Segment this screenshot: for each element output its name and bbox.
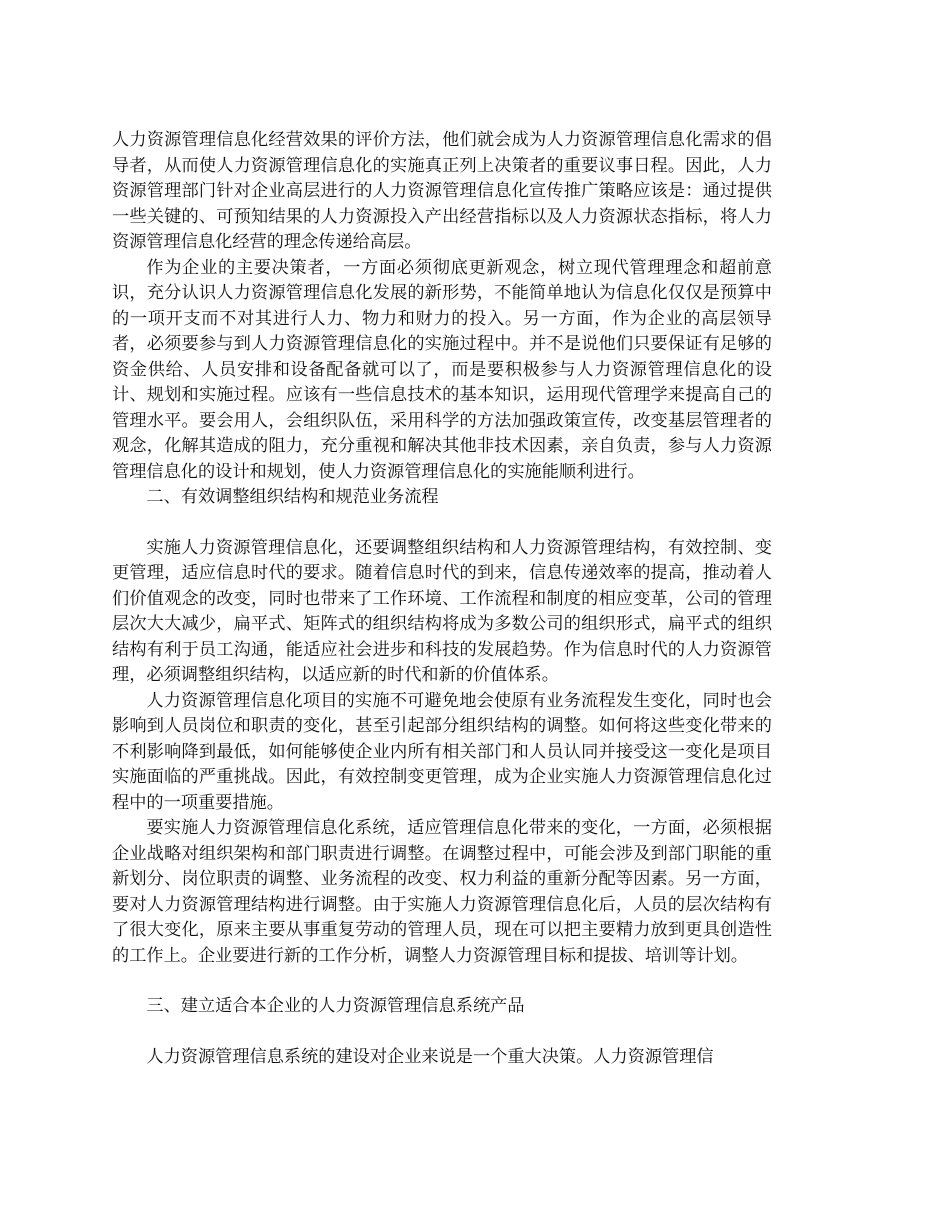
paragraph-4: 人力资源管理信息化项目的实施不可避免地会使原有业务流程发生变化，同时也会影响到人员岗位和职责的变化，甚至引起部分组织结构的调整。如何将这些变化带来的不利影响降到最低，如何能够使企业内所有相关部门和人员认同并接受这一变化是项目实施面临的严重挑战。因此，有效控制变更管理，成为企业实施人力资源管理信息化过程中的一项重要措施。 <box>112 690 772 813</box>
paragraph-6: 人力资源管理信息系统的建设对企业来说是一个重大决策。人力资源管理信 <box>146 1046 714 1067</box>
section-heading-2: 二、有效调整组织结构和规范业务流程 <box>146 487 439 507</box>
paragraph-3: 实施人力资源管理信息化，还要调整组织结构和人力资源管理结构，有效控制、变更管理，适应信息时代的要求。随着信息时代的到来，信息传递效率的提高，推动着人们价值观念的改变，同时也带来了工作环境、工作流程和制度的相应变革，公司的管理层次大大减少，扁平式、矩阵式的组织结构将成为多数公司的组织形式，扁平式的组织结构有利于员工沟通，能适应社会进步和科技的发展趋势。作为信息时代的人力资源管理，必须调整组织结构，以适应新的时代和新的价值体系。 <box>112 537 772 685</box>
document-page <box>112 128 772 1070</box>
paragraph-2: 作为企业的主要决策者，一方面必须彻底更新观念，树立现代管理理念和超前意识，充分认识人力资源管理信息化发展的新形势，不能简单地认为信息化仅仅是预算中的一项开支而不对其进行人力、物力和财力的投入。另一方面，作为企业的高层领导者，必须要参与到人力资源管理信息化的实施过程中。并不是说他们只要保证有足够的资金供给、人员安排和设备配备就可以了，而是要积极参与人力资源管理信息化的设计、规划和实施过程。应该有一些信息技术的基本知识，运用现代管理学来提高自己的管理水平。要会用人，会组织队伍，采用科学的方法加强政策宣传，改变基层管理者的观念，化解其造成的阻力，充分重视和解决其他非技术因素，亲自负责，参与人力资源管理信息化的设计和规划，使人力资源管理信息化的实施能顺利进行。 <box>112 257 772 482</box>
paragraph-5: 要实施人力资源管理信息化系统，适应管理信息化带来的变化，一方面，必须根据企业战略对组织架构和部门职责进行调整。在调整过程中，可能会涉及到部门职能的重新划分、岗位职责的调整、业务流程的改变、权力利益的重新分配等因素。另一方面，要对人力资源管理结构进行调整。由于实施人力资源管理信息化后，人员的层次结构有了很大变化，原来主要从事重复劳动的管理人员，现在可以把主要精力放到更具创造性的工作上。企业要进行新的工作分析，调整人力资源管理目标和提拔、培训等计划。 <box>112 818 772 966</box>
paragraph-1: 人力资源管理信息化经营效果的评价方法，他们就会成为人力资源管理信息化需求的倡导者，从而使人力资源管理信息化的实施真正列上决策者的重要议事日程。因此，人力资源管理部门针对企业高层进行的人力资源管理信息化宣传推广策略应该是：通过提供一些关键的、可预知结果的人力资源投入产出经营指标以及人力资源状态指标，将人力资源管理信息化经营的理念传递给高层。 <box>112 130 772 252</box>
section-heading-3: 三、建立适合本企业的人力资源管理信息系统产品 <box>146 996 525 1016</box>
